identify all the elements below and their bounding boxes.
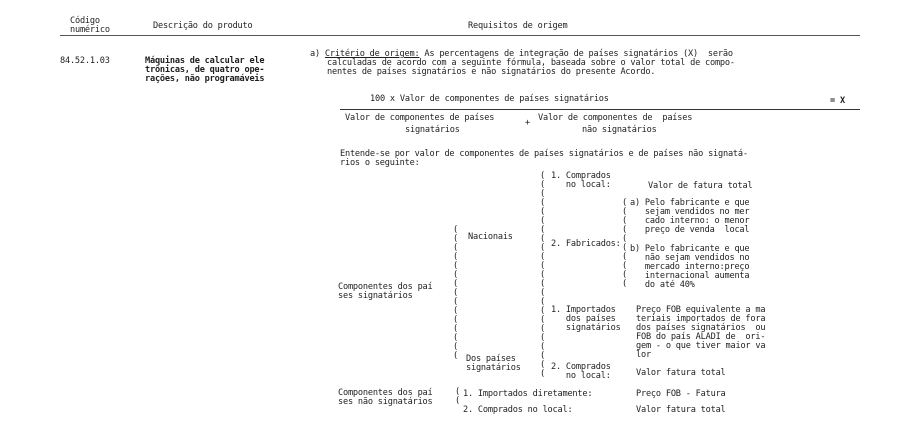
comp-nao-signatarios: Componentes dos paí ses não signatários bbox=[338, 388, 433, 407]
formula-equals: = X bbox=[830, 96, 845, 106]
nsig-importados: 1. Importados diretamente: bbox=[463, 389, 593, 399]
importados-label: 1. Importados dos países signatários bbox=[551, 305, 621, 333]
option-a: a) Pelo fabricante e que sejam vendidos no mer cado interno: o menor preço de venda local bbox=[630, 198, 750, 235]
formula-numerator: 100 x Valor de componentes de países signatários bbox=[370, 94, 609, 104]
criterio-text-1: As percentagens de integração de países signatários (X) serão bbox=[419, 49, 733, 59]
comprados-local-2: 2. Comprados no local: bbox=[551, 362, 611, 381]
formula-fraction-line bbox=[340, 109, 860, 110]
formula-den-a: Valor de componentes de países bbox=[345, 113, 495, 123]
header-code: Código numérico bbox=[70, 16, 110, 35]
formula-plus: + bbox=[525, 118, 530, 128]
entende-text-2: rios o seguinte: bbox=[340, 158, 420, 168]
valor-fatura-total-1: Valor de fatura total bbox=[648, 181, 753, 191]
formula-den-a2: signatários bbox=[405, 125, 460, 135]
comprados-local-1: 1. Comprados no local: bbox=[551, 171, 611, 190]
header-requirements: Requisitos de origem bbox=[468, 21, 568, 31]
brace-col-2: ( ( ( ( ( ( ( ( ( ( bbox=[622, 198, 628, 289]
fabricados-label: 2. Fabricados: bbox=[551, 239, 621, 249]
nsig-importados-val: Preço FOB - Fatura bbox=[636, 389, 726, 399]
dos-paises-label: Dos países signatários bbox=[466, 354, 521, 373]
nacionais-label: Nacionais bbox=[468, 232, 513, 242]
header-description: Descrição do produto bbox=[153, 21, 253, 31]
product-description: Máquinas de calcular ele trônicas, de quatro ope- rações, não programáveis bbox=[145, 56, 265, 84]
criterio-text-3: nentes de países signatários e não signatários do presente Acordo. bbox=[327, 67, 656, 77]
brace-col-1: ( ( ( ( ( ( ( ( ( ( ( ( ( ( ( ( ( ( ( ( ( ( ( bbox=[540, 171, 546, 379]
header-divider bbox=[60, 35, 860, 36]
criterio-underlined: Critério de origem: bbox=[324, 49, 420, 59]
nsig-comprados-val: Valor fatura total bbox=[636, 405, 726, 415]
product-code: 84.52.1.03 bbox=[60, 56, 110, 66]
formula-den-b: Valor de componentes de países bbox=[538, 113, 693, 123]
entende-text-1: Entende-se por valor de componentes de países signatários e de países não signatá- bbox=[340, 149, 748, 159]
brace-col-4: ( ( bbox=[455, 387, 461, 406]
option-b: b) Pelo fabricante e que não sejam vendidos no mercado interno:preço internacional aumenta do até 40% bbox=[630, 244, 750, 290]
criterio-text-2: calculadas de acordo com a seguinte fórmula, baseada sobre o valor total de compo- bbox=[327, 58, 735, 68]
criterio-label-text: a) Critério de origem: bbox=[310, 49, 420, 59]
comp-signatarios: Componentes dos paí ses signatários bbox=[338, 282, 433, 301]
importados-desc: Preço FOB equivalente a ma teriais importados de fora dos países signatários ou FOB do país ALADI de ori- gem - o que tiver maior va lor bbox=[636, 305, 766, 360]
valor-fatura-total-2: Valor fatura total bbox=[636, 368, 726, 378]
formula-den-b2: não signatários bbox=[582, 125, 657, 135]
brace-col-3: ( ( ( ( ( ( ( ( ( ( ( ( ( ( ( bbox=[453, 225, 459, 361]
nsig-comprados: 2. Comprados no local: bbox=[463, 405, 573, 415]
